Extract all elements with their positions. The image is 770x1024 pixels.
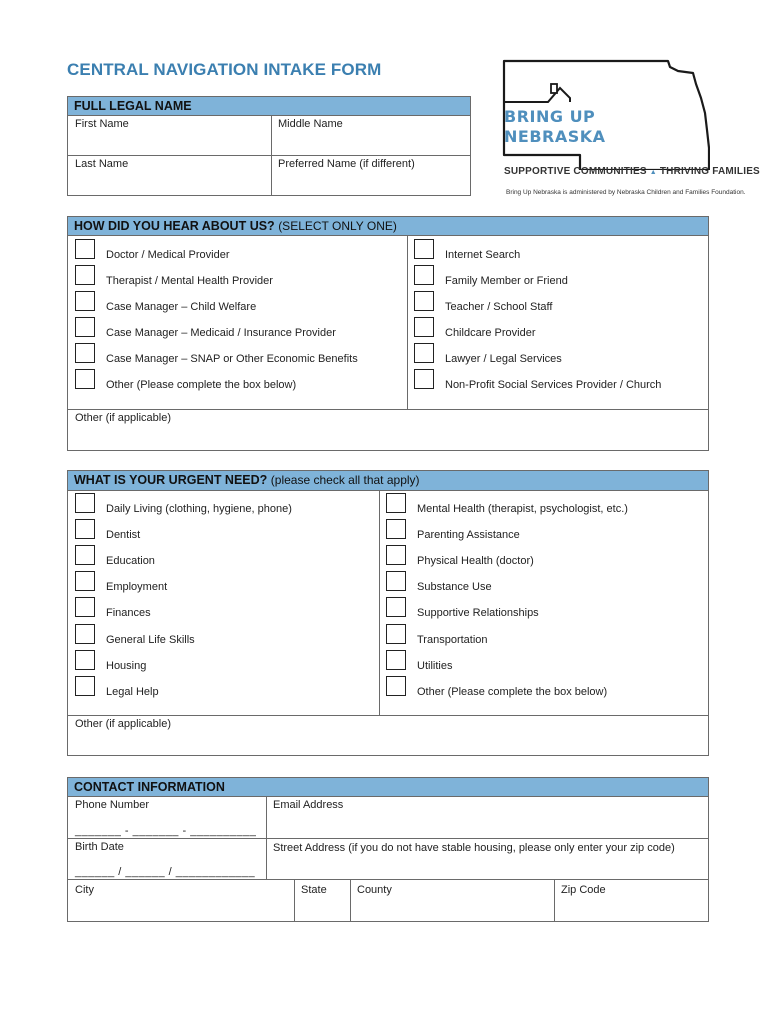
urgent-need-option-label: Dentist <box>106 529 141 542</box>
last-name-field[interactable]: Last Name <box>75 158 129 170</box>
urgent-need-option-label: Parenting Assistance <box>417 529 520 542</box>
urgent-need-option-label: Utilities <box>417 659 453 672</box>
urgent-need-option-label: Physical Health (doctor) <box>417 555 534 568</box>
checkbox[interactable] <box>386 624 406 644</box>
urgent-need-option-label: Legal Help <box>106 685 159 698</box>
urgent-need-option-label: Transportation <box>417 633 488 646</box>
contact-header: CONTACT INFORMATION <box>67 777 709 797</box>
form-title: CENTRAL NAVIGATION INTAKE FORM <box>67 60 382 79</box>
phone-number-field[interactable]: _______ - _______ - __________ <box>75 825 257 837</box>
zip-code-field[interactable]: Zip Code <box>561 884 606 896</box>
checkbox[interactable] <box>414 265 434 285</box>
hear-about-option-label: Case Manager – Medicaid / Insurance Provider <box>106 327 336 339</box>
checkbox[interactable] <box>414 239 434 259</box>
logo-line1: BRING UP <box>504 107 596 126</box>
hear-about-option-label: Case Manager – Child Welfare <box>106 301 257 313</box>
hear-about-option-label: Teacher / School Staff <box>445 301 553 313</box>
checkbox[interactable] <box>75 493 95 513</box>
checkbox[interactable] <box>386 571 406 591</box>
urgent-need-option-label: Other (Please complete the box below) <box>417 685 608 698</box>
preferred-name-field[interactable]: Preferred Name (if different) <box>278 158 415 170</box>
checkbox[interactable] <box>414 291 434 311</box>
logo-tagline: SUPPORTIVE COMMUNITIES ▲ THRIVING FAMILIES <box>504 166 760 177</box>
checkbox[interactable] <box>75 291 95 311</box>
hear-about-header: HOW DID YOU HEAR ABOUT US? (SELECT ONLY ONE) <box>67 216 709 236</box>
urgent-need-option-label: General Life Skills <box>106 633 195 646</box>
logo-line2: NEBRASKA <box>504 127 606 146</box>
checkbox[interactable] <box>75 676 95 696</box>
checkbox[interactable] <box>75 624 95 644</box>
urgent-need-option-label: Mental Health (therapist, psychologist, etc.) <box>417 503 628 515</box>
checkbox[interactable] <box>75 545 95 565</box>
checkbox[interactable] <box>75 650 95 670</box>
hear-about-option-label: Case Manager – SNAP or Other Economic Benefits <box>106 353 358 365</box>
urgent-need-option-label: Supportive Relationships <box>417 607 539 620</box>
checkbox[interactable] <box>386 493 406 513</box>
checkbox[interactable] <box>414 343 434 363</box>
checkbox[interactable] <box>386 676 406 696</box>
hear-about-option-label: Internet Search <box>445 249 521 261</box>
checkbox[interactable] <box>75 369 95 389</box>
hear-about-option-label: Therapist / Mental Health Provider <box>106 275 273 287</box>
checkbox[interactable] <box>75 265 95 285</box>
checkbox[interactable] <box>414 369 434 389</box>
legal-name-header: FULL LEGAL NAME <box>67 96 471 116</box>
checkbox[interactable] <box>75 343 95 363</box>
checkbox[interactable] <box>386 545 406 565</box>
bring-up-nebraska-logo <box>498 58 760 198</box>
first-name-field[interactable]: First Name <box>75 118 129 130</box>
urgent-need-option-label: Substance Use <box>417 581 492 594</box>
city-field[interactable]: City <box>75 884 94 896</box>
birth-date-label: Birth Date <box>75 841 124 853</box>
checkbox[interactable] <box>75 597 95 617</box>
hear-about-other-field[interactable]: Other (if applicable) <box>75 412 171 424</box>
urgent-need-other-field[interactable]: Other (if applicable) <box>75 718 171 730</box>
checkbox[interactable] <box>386 597 406 617</box>
admin-note: Bring Up Nebraska is administered by Nebraska Children and Families Foundation. <box>506 189 746 196</box>
urgent-need-option-label: Employment <box>106 581 168 594</box>
checkbox[interactable] <box>386 519 406 539</box>
checkbox[interactable] <box>414 317 434 337</box>
street-address-field[interactable]: Street Address (if you do not have stable housing, please only enter your zip code) <box>273 842 675 854</box>
urgent-need-option-label: Housing <box>106 659 147 672</box>
hear-about-option-label: Doctor / Medical Provider <box>106 249 230 261</box>
checkbox[interactable] <box>386 650 406 670</box>
checkbox[interactable] <box>75 571 95 591</box>
hear-about-option-label: Childcare Provider <box>445 327 536 339</box>
checkbox[interactable] <box>75 519 95 539</box>
hear-about-option-label: Lawyer / Legal Services <box>445 353 562 365</box>
county-field[interactable]: County <box>357 884 392 896</box>
checkbox[interactable] <box>75 317 95 337</box>
checkbox[interactable] <box>75 239 95 259</box>
contact-section <box>67 796 709 922</box>
middle-name-field[interactable]: Middle Name <box>278 118 343 130</box>
hear-about-option-label: Family Member or Friend <box>445 275 568 287</box>
email-address-field[interactable]: Email Address <box>273 799 344 811</box>
urgent-need-option-label: Education <box>106 555 155 568</box>
birth-date-field[interactable]: ______ / ______ / ____________ <box>75 866 256 878</box>
urgent-need-header: WHAT IS YOUR URGENT NEED? (please check all that apply) <box>67 470 709 491</box>
urgent-need-option-label: Finances <box>106 607 151 620</box>
hear-about-option-label: Non-Profit Social Services Provider / Church <box>445 379 662 391</box>
urgent-need-option-label: Daily Living (clothing, hygiene, phone) <box>106 503 292 515</box>
state-field[interactable]: State <box>301 884 327 896</box>
phone-number-label: Phone Number <box>75 799 149 811</box>
hear-about-option-label: Other (Please complete the box below) <box>106 379 297 391</box>
